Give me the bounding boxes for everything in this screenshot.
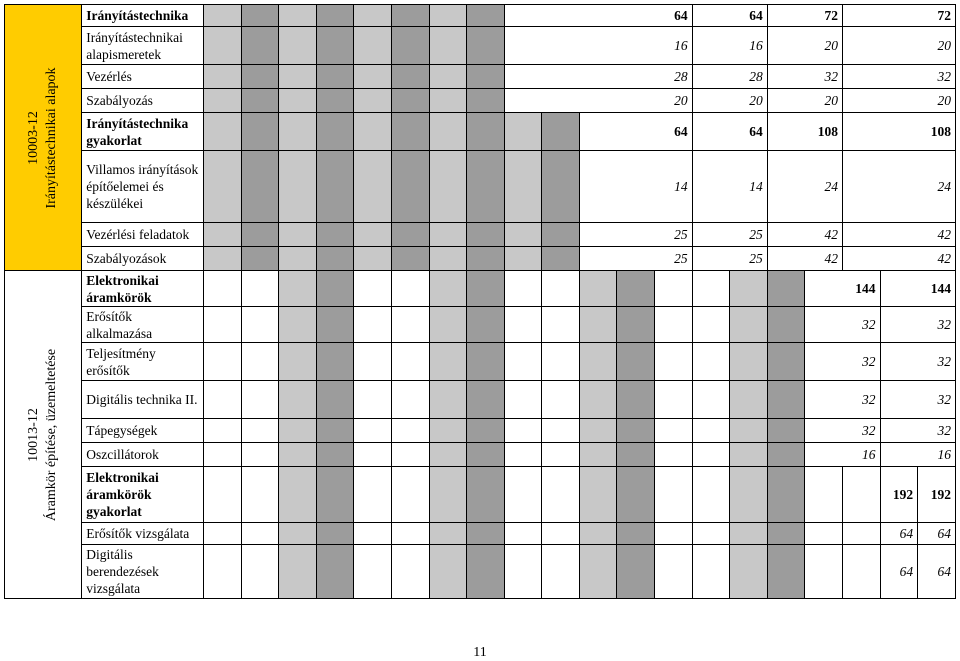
value-cell: 25 [692, 223, 767, 247]
row-label: Tápegységek [82, 419, 204, 443]
value-cell: 20 [504, 89, 692, 113]
value-cell: 20 [767, 27, 842, 65]
row-label: Irányítástechnikai alapismeretek [82, 27, 204, 65]
table-row [5, 307, 956, 343]
module-code: 10003-12 [26, 110, 42, 165]
table-row [5, 223, 956, 247]
value-cell: 108 [842, 113, 955, 151]
row-label: Digitális berendezések vizsgálata [82, 545, 204, 599]
value-cell: 64 [880, 523, 918, 545]
value-cell: 144 [880, 271, 955, 307]
row-label: Vezérlési feladatok [82, 223, 204, 247]
value-cell: 32 [842, 65, 955, 89]
row-label: Irányítástechnika [82, 5, 204, 27]
table-row [5, 5, 956, 27]
value-cell: 32 [805, 307, 880, 343]
value-cell: 42 [767, 247, 842, 271]
value-cell: 64 [918, 523, 956, 545]
module-cell-10003-12 [5, 5, 82, 271]
row-label: Szabályozás [82, 89, 204, 113]
value-cell: 25 [579, 223, 692, 247]
table-row [5, 545, 956, 599]
value-cell: 28 [692, 65, 767, 89]
value-cell: 25 [692, 247, 767, 271]
value-cell: 42 [842, 223, 955, 247]
value-cell: 28 [504, 65, 692, 89]
value-cell: 32 [880, 343, 955, 381]
value-cell: 14 [579, 151, 692, 223]
row-label: Elektronikai áramkörök [82, 271, 204, 307]
row-label: Teljesítmény erősítők [82, 343, 204, 381]
row-label: Villamos irányítások építőelemei és készülékei [82, 151, 204, 223]
module-cell-10013-12 [5, 271, 82, 599]
row-label: Erősítők alkalmazása [82, 307, 204, 343]
value-cell: 24 [842, 151, 955, 223]
value-cell: 16 [504, 27, 692, 65]
module-title: Irányítástechnikai alapok [44, 66, 60, 209]
value-cell: 32 [880, 307, 955, 343]
value-cell: 64 [504, 5, 692, 27]
value-cell: 64 [692, 5, 767, 27]
value-cell: 32 [805, 419, 880, 443]
value-cell: 64 [692, 113, 767, 151]
table-row [5, 271, 956, 307]
value-cell: 16 [692, 27, 767, 65]
value-cell: 72 [842, 5, 955, 27]
module-code: 10013-12 [26, 407, 42, 462]
value-cell: 16 [805, 443, 880, 467]
table-row [5, 27, 956, 65]
value-cell: 20 [767, 89, 842, 113]
value-cell: 144 [805, 271, 880, 307]
value-cell: 32 [880, 419, 955, 443]
row-label: Irányítástechnika gyakorlat [82, 113, 204, 151]
table-row [5, 419, 956, 443]
row-label: Erősítők vizsgálata [82, 523, 204, 545]
table-row [5, 89, 956, 113]
value-cell: 32 [805, 381, 880, 419]
value-cell: 32 [880, 381, 955, 419]
value-cell: 24 [767, 151, 842, 223]
value-cell: 32 [767, 65, 842, 89]
table-row [5, 443, 956, 467]
row-label: Digitális technika II. [82, 381, 204, 419]
value-cell: 14 [692, 151, 767, 223]
table-row [5, 381, 956, 419]
module-title: Áramkör építése, üzemeltetése [44, 348, 60, 521]
value-cell: 192 [880, 467, 918, 523]
table-row [5, 65, 956, 89]
value-cell: 192 [918, 467, 956, 523]
value-cell: 42 [842, 247, 955, 271]
value-cell: 20 [692, 89, 767, 113]
page-number: 11 [473, 645, 487, 660]
table-row [5, 343, 956, 381]
table-row [5, 151, 956, 223]
value-cell: 42 [767, 223, 842, 247]
value-cell: 64 [918, 545, 956, 599]
row-label: Vezérlés [82, 65, 204, 89]
value-cell: 64 [880, 545, 918, 599]
value-cell: 20 [842, 89, 955, 113]
row-label: Szabályozások [82, 247, 204, 271]
row-label: Elektronikai áramkörök gyakorlat [82, 467, 204, 523]
table-row [5, 467, 956, 523]
table-row [5, 113, 956, 151]
value-cell: 32 [805, 343, 880, 381]
value-cell: 25 [579, 247, 692, 271]
table-row [5, 523, 956, 545]
value-cell: 20 [842, 27, 955, 65]
table-row [5, 247, 956, 271]
curriculum-table [4, 4, 956, 599]
row-label: Oszcillátorok [82, 443, 204, 467]
value-cell: 72 [767, 5, 842, 27]
value-cell: 108 [767, 113, 842, 151]
value-cell: 64 [579, 113, 692, 151]
value-cell: 16 [880, 443, 955, 467]
